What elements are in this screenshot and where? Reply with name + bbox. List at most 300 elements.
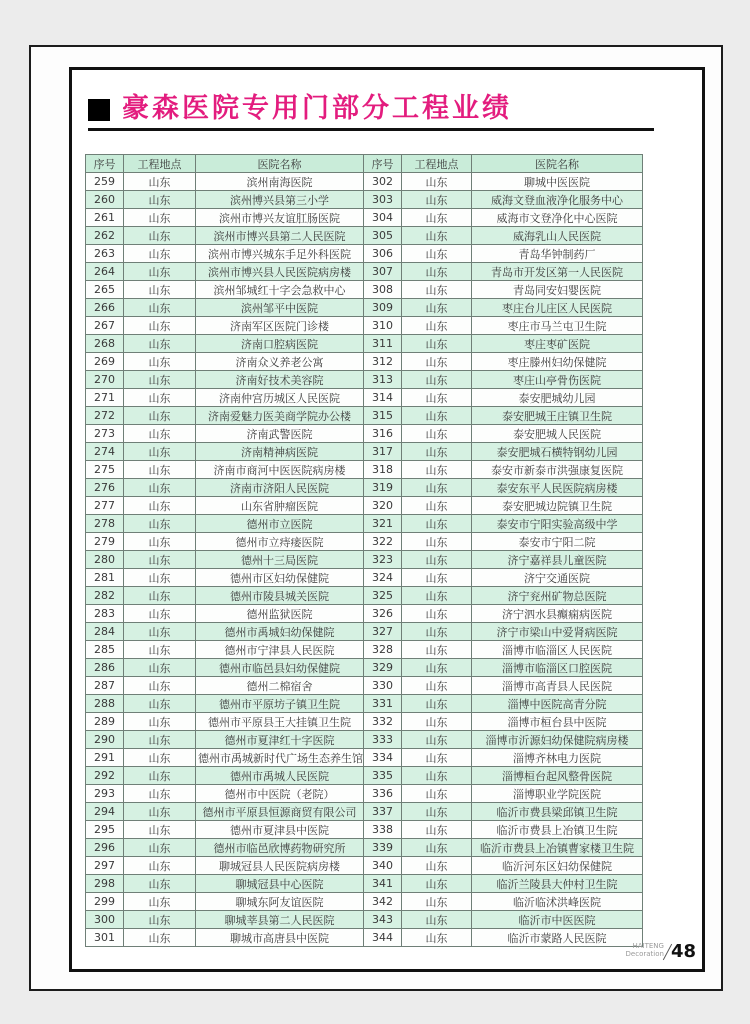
serial-cell: 333 <box>364 731 402 749</box>
serial-cell: 296 <box>86 839 124 857</box>
column-header: 序号 <box>364 155 402 173</box>
hospital-name-cell: 青岛市开发区第一人民医院 <box>472 263 643 281</box>
location-cell: 山东 <box>402 731 472 749</box>
hospital-name-cell: 淄博齐林电力医院 <box>472 749 643 767</box>
serial-cell: 332 <box>364 713 402 731</box>
serial-cell: 303 <box>364 191 402 209</box>
table-row <box>86 209 643 227</box>
table-row <box>86 191 643 209</box>
table-row <box>86 803 643 821</box>
serial-cell: 321 <box>364 515 402 533</box>
location-cell: 山东 <box>124 245 196 263</box>
location-cell: 山东 <box>402 641 472 659</box>
hospital-name-cell: 山东省肿瘤医院 <box>196 497 364 515</box>
hospital-name-cell: 济南军区医院门诊楼 <box>196 317 364 335</box>
hospital-name-cell: 德州市宁津县人民医院 <box>196 641 364 659</box>
location-cell: 山东 <box>402 911 472 929</box>
serial-cell: 274 <box>86 443 124 461</box>
serial-cell: 320 <box>364 497 402 515</box>
serial-cell: 308 <box>364 281 402 299</box>
serial-cell: 310 <box>364 317 402 335</box>
serial-cell: 276 <box>86 479 124 497</box>
outer-border-frame <box>29 45 723 991</box>
serial-cell: 297 <box>86 857 124 875</box>
location-cell: 山东 <box>124 641 196 659</box>
location-cell: 山东 <box>124 659 196 677</box>
hospital-name-cell: 济南爱魅力医美商学院办公楼 <box>196 407 364 425</box>
location-cell: 山东 <box>402 209 472 227</box>
location-cell: 山东 <box>402 389 472 407</box>
location-cell: 山东 <box>402 623 472 641</box>
serial-cell: 261 <box>86 209 124 227</box>
serial-cell: 343 <box>364 911 402 929</box>
hospital-name-cell: 临沂市中医医院 <box>472 911 643 929</box>
hospital-name-cell: 济宁泗水县癫痫病医院 <box>472 605 643 623</box>
hospital-name-cell: 济宁市梁山中爱肾病医院 <box>472 623 643 641</box>
location-cell: 山东 <box>124 389 196 407</box>
serial-cell: 279 <box>86 533 124 551</box>
location-cell: 山东 <box>402 497 472 515</box>
hospital-name-cell: 济宁嘉祥县儿童医院 <box>472 551 643 569</box>
serial-cell: 315 <box>364 407 402 425</box>
location-cell: 山东 <box>124 479 196 497</box>
hospital-name-cell: 聊城中医医院 <box>472 173 643 191</box>
serial-cell: 326 <box>364 605 402 623</box>
serial-cell: 324 <box>364 569 402 587</box>
location-cell: 山东 <box>402 893 472 911</box>
page-number: 48 <box>670 941 696 962</box>
hospital-name-cell: 德州二棉宿舍 <box>196 677 364 695</box>
location-cell: 山东 <box>402 515 472 533</box>
hospital-name-cell: 临沂临沭洪峰医院 <box>472 893 643 911</box>
location-cell: 山东 <box>402 875 472 893</box>
serial-cell: 325 <box>364 587 402 605</box>
hospital-name-cell: 德州市立医院 <box>196 515 364 533</box>
location-cell: 山东 <box>124 335 196 353</box>
serial-cell: 309 <box>364 299 402 317</box>
hospital-name-cell: 济南市济阳人民医院 <box>196 479 364 497</box>
serial-cell: 316 <box>364 425 402 443</box>
hospital-name-cell: 临沂市费县梁邱镇卫生院 <box>472 803 643 821</box>
table-row <box>86 767 643 785</box>
serial-cell: 318 <box>364 461 402 479</box>
serial-cell: 312 <box>364 353 402 371</box>
hospital-name-cell: 临沂市费县上冶镇曹家楼卫生院 <box>472 839 643 857</box>
hospital-name-cell: 济南武警医院 <box>196 425 364 443</box>
hospital-name-cell: 滨州市博兴县第二人民医院 <box>196 227 364 245</box>
serial-cell: 330 <box>364 677 402 695</box>
location-cell: 山东 <box>402 263 472 281</box>
serial-cell: 265 <box>86 281 124 299</box>
location-cell: 山东 <box>124 893 196 911</box>
hospital-name-cell: 泰安东平人民医院病房楼 <box>472 479 643 497</box>
table-row <box>86 515 643 533</box>
table-row <box>86 317 643 335</box>
location-cell: 山东 <box>402 443 472 461</box>
column-header: 工程地点 <box>124 155 196 173</box>
serial-cell: 301 <box>86 929 124 947</box>
location-cell: 山东 <box>124 551 196 569</box>
hospital-name-cell: 青岛同安妇婴医院 <box>472 281 643 299</box>
serial-cell: 342 <box>364 893 402 911</box>
serial-cell: 269 <box>86 353 124 371</box>
location-cell: 山东 <box>124 605 196 623</box>
table-row <box>86 587 643 605</box>
location-cell: 山东 <box>402 425 472 443</box>
table-row <box>86 749 643 767</box>
hospital-name-cell: 滨州邹平中医院 <box>196 299 364 317</box>
table-row <box>86 281 643 299</box>
hospital-name-cell: 德州市平原县王大挂镇卫生院 <box>196 713 364 731</box>
hospital-name-cell: 德州市禹城人民医院 <box>196 767 364 785</box>
hospital-name-cell: 威海文登血液净化服务中心 <box>472 191 643 209</box>
location-cell: 山东 <box>124 713 196 731</box>
hospital-name-cell: 临沂兰陵县大仲村卫生院 <box>472 875 643 893</box>
hospital-name-cell: 淄博中医院高青分院 <box>472 695 643 713</box>
footer-brand-name: HAITENG <box>632 941 664 950</box>
location-cell: 山东 <box>402 857 472 875</box>
location-cell: 山东 <box>402 371 472 389</box>
location-cell: 山东 <box>402 821 472 839</box>
hospital-name-cell: 济南好技术美容院 <box>196 371 364 389</box>
hospital-name-cell: 淄博市桓台县中医院 <box>472 713 643 731</box>
location-cell: 山东 <box>124 803 196 821</box>
location-cell: 山东 <box>124 587 196 605</box>
column-header: 工程地点 <box>402 155 472 173</box>
table-row <box>86 173 643 191</box>
table-row <box>86 479 643 497</box>
location-cell: 山东 <box>124 263 196 281</box>
table-row <box>86 731 643 749</box>
serial-cell: 334 <box>364 749 402 767</box>
inner-border-frame <box>69 67 705 972</box>
location-cell: 山东 <box>402 713 472 731</box>
serial-cell: 293 <box>86 785 124 803</box>
table-row <box>86 335 643 353</box>
location-cell: 山东 <box>124 785 196 803</box>
serial-cell: 285 <box>86 641 124 659</box>
hospital-name-cell: 德州市禹城新时代广场生态养生馆 <box>196 749 364 767</box>
table-row <box>86 551 643 569</box>
hospital-name-cell: 滨州邹城红十字会急救中心 <box>196 281 364 299</box>
location-cell: 山东 <box>124 191 196 209</box>
serial-cell: 302 <box>364 173 402 191</box>
hospital-name-cell: 聊城冠县人民医院病房楼 <box>196 857 364 875</box>
table-row <box>86 605 643 623</box>
serial-cell: 329 <box>364 659 402 677</box>
hospital-name-cell: 德州十三局医院 <box>196 551 364 569</box>
serial-cell: 263 <box>86 245 124 263</box>
location-cell: 山东 <box>402 677 472 695</box>
serial-cell: 323 <box>364 551 402 569</box>
hospital-name-cell: 枣庄滕州妇幼保健院 <box>472 353 643 371</box>
location-cell: 山东 <box>402 353 472 371</box>
table-row <box>86 875 643 893</box>
location-cell: 山东 <box>402 749 472 767</box>
hospital-name-cell: 德州市平原坊子镇卫生院 <box>196 695 364 713</box>
table-row <box>86 407 643 425</box>
hospital-name-cell: 德州市中医院（老院） <box>196 785 364 803</box>
hospital-name-cell: 聊城市高唐县中医院 <box>196 929 364 947</box>
table-row <box>86 677 643 695</box>
hospital-name-cell: 德州监狱医院 <box>196 605 364 623</box>
hospital-name-cell: 德州市立痔瘘医院 <box>196 533 364 551</box>
hospital-name-cell: 泰安肥城边院镇卫生院 <box>472 497 643 515</box>
hospital-name-cell: 淄博市临淄区口腔医院 <box>472 659 643 677</box>
location-cell: 山东 <box>402 479 472 497</box>
serial-cell: 335 <box>364 767 402 785</box>
hospital-name-cell: 济南口腔病医院 <box>196 335 364 353</box>
serial-cell: 277 <box>86 497 124 515</box>
location-cell: 山东 <box>124 407 196 425</box>
location-cell: 山东 <box>124 569 196 587</box>
serial-cell: 314 <box>364 389 402 407</box>
table-row <box>86 911 643 929</box>
location-cell: 山东 <box>124 857 196 875</box>
column-header: 医院名称 <box>196 155 364 173</box>
hospital-name-cell: 德州市陵县城关医院 <box>196 587 364 605</box>
table-row <box>86 893 643 911</box>
table-row <box>86 299 643 317</box>
hospital-name-cell: 德州市夏津县中医院 <box>196 821 364 839</box>
page-footer <box>626 942 696 961</box>
location-cell: 山东 <box>124 695 196 713</box>
location-cell: 山东 <box>402 191 472 209</box>
hospital-name-cell: 德州市临邑县妇幼保健院 <box>196 659 364 677</box>
serial-cell: 264 <box>86 263 124 281</box>
table-row <box>86 785 643 803</box>
location-cell: 山东 <box>124 227 196 245</box>
serial-cell: 340 <box>364 857 402 875</box>
hospital-name-cell: 泰安肥城王庄镇卫生院 <box>472 407 643 425</box>
table-row <box>86 227 643 245</box>
hospital-name-cell: 泰安市新泰市洪强康复医院 <box>472 461 643 479</box>
location-cell: 山东 <box>402 569 472 587</box>
table-row <box>86 371 643 389</box>
location-cell: 山东 <box>402 461 472 479</box>
table-row <box>86 659 643 677</box>
footer-brand-sub: Decoration <box>625 949 664 958</box>
serial-cell: 267 <box>86 317 124 335</box>
location-cell: 山东 <box>402 245 472 263</box>
hospital-name-cell: 聊城冠县中心医院 <box>196 875 364 893</box>
hospital-name-cell: 德州市区妇幼保健院 <box>196 569 364 587</box>
serial-cell: 300 <box>86 911 124 929</box>
title-bullet-square-icon <box>88 99 110 121</box>
serial-cell: 319 <box>364 479 402 497</box>
location-cell: 山东 <box>124 749 196 767</box>
table-header-row <box>86 155 643 173</box>
serial-cell: 292 <box>86 767 124 785</box>
hospital-name-cell: 枣庄山亭骨伤医院 <box>472 371 643 389</box>
location-cell: 山东 <box>124 767 196 785</box>
serial-cell: 266 <box>86 299 124 317</box>
serial-cell: 304 <box>364 209 402 227</box>
serial-cell: 275 <box>86 461 124 479</box>
location-cell: 山东 <box>402 803 472 821</box>
location-cell: 山东 <box>124 443 196 461</box>
serial-cell: 344 <box>364 929 402 947</box>
location-cell: 山东 <box>124 461 196 479</box>
hospital-name-cell: 青岛华钟制药厂 <box>472 245 643 263</box>
serial-cell: 341 <box>364 875 402 893</box>
hospital-name-cell: 滨州市博兴县人民医院病房楼 <box>196 263 364 281</box>
serial-cell: 307 <box>364 263 402 281</box>
hospital-name-cell: 滨州市博兴友谊肛肠医院 <box>196 209 364 227</box>
location-cell: 山东 <box>402 281 472 299</box>
page-title: 豪森医院专用门部分工程业绩 <box>122 93 512 124</box>
hospital-name-cell: 济南精神病医院 <box>196 443 364 461</box>
location-cell: 山东 <box>124 821 196 839</box>
hospital-name-cell: 淄博桓台起风整骨医院 <box>472 767 643 785</box>
table-row <box>86 641 643 659</box>
serial-cell: 306 <box>364 245 402 263</box>
location-cell: 山东 <box>402 839 472 857</box>
table-row <box>86 533 643 551</box>
location-cell: 山东 <box>124 425 196 443</box>
hospital-name-cell: 淄博职业学院医院 <box>472 785 643 803</box>
column-header: 序号 <box>86 155 124 173</box>
location-cell: 山东 <box>124 623 196 641</box>
hospital-name-cell: 济南仲宫历城区人民医院 <box>196 389 364 407</box>
hospital-name-cell: 临沂市蒙路人民医院 <box>472 929 643 947</box>
hospital-name-cell: 泰安市宁阳二院 <box>472 533 643 551</box>
serial-cell: 336 <box>364 785 402 803</box>
location-cell: 山东 <box>124 281 196 299</box>
location-cell: 山东 <box>402 587 472 605</box>
table-row <box>86 821 643 839</box>
hospital-name-cell: 滨州市博兴城东手足外科医院 <box>196 245 364 263</box>
location-cell: 山东 <box>124 731 196 749</box>
table-row <box>86 929 643 947</box>
serial-cell: 259 <box>86 173 124 191</box>
hospital-name-cell: 临沂河东区妇幼保健院 <box>472 857 643 875</box>
location-cell: 山东 <box>402 407 472 425</box>
hospital-name-cell: 德州市平原县恒源商贸有限公司 <box>196 803 364 821</box>
location-cell: 山东 <box>124 677 196 695</box>
serial-cell: 280 <box>86 551 124 569</box>
serial-cell: 282 <box>86 587 124 605</box>
hospital-name-cell: 枣庄市马兰屯卫生院 <box>472 317 643 335</box>
location-cell: 山东 <box>124 173 196 191</box>
serial-cell: 328 <box>364 641 402 659</box>
serial-cell: 262 <box>86 227 124 245</box>
hospital-name-cell: 泰安肥城石横特钢幼儿园 <box>472 443 643 461</box>
serial-cell: 299 <box>86 893 124 911</box>
serial-cell: 284 <box>86 623 124 641</box>
column-header: 医院名称 <box>472 155 643 173</box>
location-cell: 山东 <box>402 299 472 317</box>
hospital-name-cell: 泰安肥城幼儿园 <box>472 389 643 407</box>
serial-cell: 273 <box>86 425 124 443</box>
location-cell: 山东 <box>124 371 196 389</box>
table-row <box>86 443 643 461</box>
table-row <box>86 497 643 515</box>
location-cell: 山东 <box>402 659 472 677</box>
serial-cell: 291 <box>86 749 124 767</box>
location-cell: 山东 <box>124 839 196 857</box>
hospital-name-cell: 威海乳山人民医院 <box>472 227 643 245</box>
serial-cell: 260 <box>86 191 124 209</box>
location-cell: 山东 <box>402 605 472 623</box>
location-cell: 山东 <box>124 497 196 515</box>
location-cell: 山东 <box>124 875 196 893</box>
serial-cell: 327 <box>364 623 402 641</box>
serial-cell: 286 <box>86 659 124 677</box>
hospital-name-cell: 聊城东阿友谊医院 <box>196 893 364 911</box>
location-cell: 山东 <box>402 173 472 191</box>
serial-cell: 305 <box>364 227 402 245</box>
location-cell: 山东 <box>402 335 472 353</box>
location-cell: 山东 <box>124 353 196 371</box>
hospital-name-cell: 临沂市费县上冶镇卫生院 <box>472 821 643 839</box>
location-cell: 山东 <box>124 299 196 317</box>
hospital-name-cell: 济宁兖州矿物总医院 <box>472 587 643 605</box>
location-cell: 山东 <box>402 695 472 713</box>
hospital-name-cell: 威海市文登净化中心医院 <box>472 209 643 227</box>
location-cell: 山东 <box>402 551 472 569</box>
location-cell: 山东 <box>124 209 196 227</box>
hospital-name-cell: 淄博市高青县人民医院 <box>472 677 643 695</box>
location-cell: 山东 <box>402 767 472 785</box>
serial-cell: 298 <box>86 875 124 893</box>
hospital-name-cell: 济南市商河中医医院病房楼 <box>196 461 364 479</box>
table-row <box>86 695 643 713</box>
footer-brand <box>626 942 664 958</box>
serial-cell: 317 <box>364 443 402 461</box>
location-cell: 山东 <box>124 515 196 533</box>
hospital-name-cell: 枣庄枣矿医院 <box>472 335 643 353</box>
table-row <box>86 461 643 479</box>
location-cell: 山东 <box>124 317 196 335</box>
hospital-name-cell: 滨州南海医院 <box>196 173 364 191</box>
location-cell: 山东 <box>402 929 472 947</box>
hospital-name-cell: 泰安肥城人民医院 <box>472 425 643 443</box>
table-row <box>86 245 643 263</box>
location-cell: 山东 <box>124 533 196 551</box>
serial-cell: 339 <box>364 839 402 857</box>
serial-cell: 313 <box>364 371 402 389</box>
serial-cell: 322 <box>364 533 402 551</box>
serial-cell: 281 <box>86 569 124 587</box>
table-row <box>86 389 643 407</box>
hospital-name-cell: 济宁交通医院 <box>472 569 643 587</box>
hospital-name-cell: 淄博市沂源妇幼保健院病房楼 <box>472 731 643 749</box>
table-row <box>86 353 643 371</box>
location-cell: 山东 <box>402 317 472 335</box>
title-block <box>88 94 654 131</box>
serial-cell: 272 <box>86 407 124 425</box>
hospital-name-cell: 泰安市宁阳实验高级中学 <box>472 515 643 533</box>
serial-cell: 337 <box>364 803 402 821</box>
serial-cell: 331 <box>364 695 402 713</box>
hospital-name-cell: 聊城莘县第二人民医院 <box>196 911 364 929</box>
location-cell: 山东 <box>402 785 472 803</box>
location-cell: 山东 <box>124 911 196 929</box>
serial-cell: 271 <box>86 389 124 407</box>
location-cell: 山东 <box>402 227 472 245</box>
table-row <box>86 263 643 281</box>
hospital-name-cell: 滨州博兴县第三小学 <box>196 191 364 209</box>
table-row <box>86 569 643 587</box>
table-row <box>86 713 643 731</box>
table-row <box>86 839 643 857</box>
hospital-name-cell: 德州市临邑欣博药物研究所 <box>196 839 364 857</box>
table-row <box>86 857 643 875</box>
serial-cell: 278 <box>86 515 124 533</box>
location-cell: 山东 <box>402 533 472 551</box>
table-row <box>86 425 643 443</box>
